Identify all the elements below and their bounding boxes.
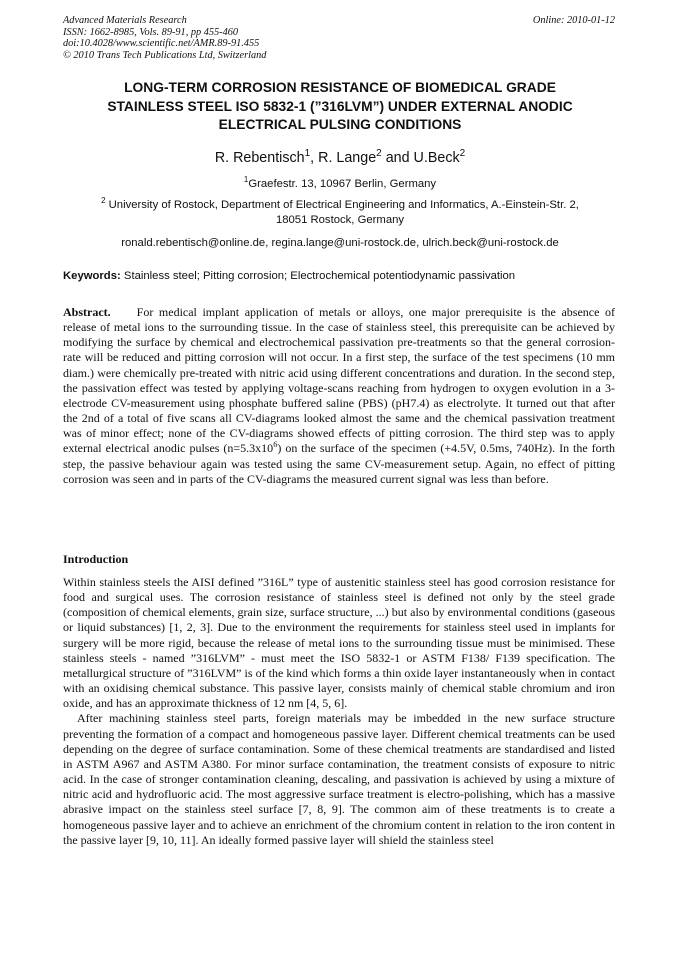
copyright-line: © 2010 Trans Tech Publications Ltd, Switzerland: [63, 49, 267, 61]
author-name: U.Beck: [413, 150, 460, 166]
paragraph: Within stainless steels the AISI defined ”316L” type of austenitic stainless steel has good corrosion resistance for food and surgical uses. The corrosion resistance of stainless steel is defined not only by the steel grade (composition of chemical elements, grain size, surface structure, ...) but also by environmental conditions (gaseous or liquid substances) [1, 2, 3]. Due to the environment the requirements for stainless steel used in implants for surgery will be more rigid, because the release of metal ions to the surrounding tissue must be minimised. These stainless steels - named ”316LVM” - must meet the ISO 5832-1 or ASTM F138/ F139 specification. The metallurgical structure of ”316LVM” is of the kind which forms a thin oxide layer instantaneously when in contact with an oxidising chemical substance. This passive layer, consists mainly of chemical stable chromium and iron oxide, and has an approximate thickness of 12 nm [4, 5, 6].: [63, 575, 615, 711]
author-separator: ,: [310, 150, 319, 166]
title-line: ELECTRICAL PULSING CONDITIONS: [218, 117, 462, 132]
issn-line: ISSN: 1662-8985, Vols. 89-91, pp 455-460: [63, 26, 239, 38]
exponent: 6: [273, 440, 278, 450]
author-emails: ronald.rebentisch@online.de, regina.lange@uni-rostock.de, ulrich.beck@uni-rostock.de: [121, 237, 559, 249]
affiliation-mark: 2: [101, 196, 106, 206]
section-heading: Introduction: [63, 552, 129, 566]
abstract-text: ) on the surface of the specimen (+4.5V, 0.5ms, 740Hz). In the forth step, the passive behaviour again was tested using the same CV-measurement setup. Again, no effect of pitting corrosion was seen and in parts of the CV-diagrams the measured current signal was less than before.: [63, 441, 615, 486]
author-name: R. Rebentisch: [214, 150, 305, 166]
title-line: STAINLESS STEEL ISO 5832-1 (”316LVM”) UNDER EXTERNAL ANODIC: [107, 98, 573, 114]
introduction-body: [63, 575, 615, 848]
author-separator: and: [381, 150, 414, 166]
online-date: Online: 2010-01-12: [532, 15, 615, 26]
affiliation-2: [60, 198, 620, 227]
abstract-label: Abstract.: [63, 305, 111, 319]
affiliation-text: University of Rostock, Department of Electrical Engineering and Informatics, A.-Einstein-Str. 2,: [105, 199, 579, 211]
title-line: LONG-TERM CORROSION RESISTANCE OF BIOMEDICAL GRADE: [124, 80, 556, 95]
journal-header: [63, 15, 615, 61]
doi-line: doi:10.4028/www.scientific.net/AMR.89-91.455: [63, 38, 260, 50]
paragraph: After machining stainless steel parts, foreign materials may be imbedded in the new surface structure preventing the formation of a compact and homogeneous passive layer. Different chemical treatments can be used depending on the degree of surface contamination. Some of these chemical treatments are standardised and listed in ASTM A967 and ASTM A380. For minor surface contamination, the treatment consists of exposure to nitric acid. In the case of stronger contamination cleaning, descaling, and passivation is achieved by using a mixture of nitric acid and hydrofluoric acid. The most aggressive surface treatment is electro-polishing, which has a massive abrasive impact on the stainless steel surface [7, 8, 9]. The common aim of these treatments is to create a homogeneous passive layer and to achieve an enrichment of the chromium content in relation to the iron content in the passive layer [9, 10, 11]. An ideally formed passive layer will shield the stainless steel: [63, 711, 615, 847]
affiliation-1: [60, 177, 620, 192]
keywords-text: Stainless steel; Pitting corrosion; Electrochemical potentiodynamic passivation: [120, 270, 516, 282]
abstract-text: For medical implant application of metals or alloys, one major prerequisite is the absence of release of metal ions to the surrounding tissue. In the case of stainless steel, this prerequisite can be achieved by modifying the surface by chemical and electrochemical passivation pre-treatments so that the general corrosion-rate will be reduced and pitting corrosion will not occur. In a first step, the surface of the test specimens (10 mm diam.) were chemically pre-treated with nitric acid using different concentrations and duration. In the second step, the passivation effect was tested by applying voltage-scans reaching from hydrogen to oxygen evolution in a 3-electrode CV-measurement using phosphate buffered saline (PBS) (pH7.4) as electrolyte. It turned out that after the 2nd of a total of five scans all CV-diagrams looked almost the same and the chemical passivation treatment was of minor effect; none of the CV-diagrams showed effects of pitting corrosion. The third step was to apply external electrical anodic pulses (n=5.3x10: [63, 305, 615, 456]
paper-title: [40, 79, 640, 135]
journal-name: Advanced Materials Research: [63, 15, 187, 26]
author-list: [40, 150, 640, 166]
keywords-label: Keywords:: [63, 270, 121, 282]
keywords: [63, 270, 623, 282]
affiliation-mark: 1: [243, 175, 249, 185]
affiliation-text: Graefestr. 13, 10967 Berlin, Germany: [248, 178, 437, 190]
affiliation-text: 18051 Rostock, Germany: [275, 213, 405, 226]
author-affiliation-mark: 1: [304, 148, 311, 160]
abstract: [63, 305, 615, 487]
author-affiliation-mark: 2: [459, 148, 466, 160]
author-name: R. Lange: [318, 150, 377, 166]
author-affiliation-mark: 2: [376, 148, 382, 160]
